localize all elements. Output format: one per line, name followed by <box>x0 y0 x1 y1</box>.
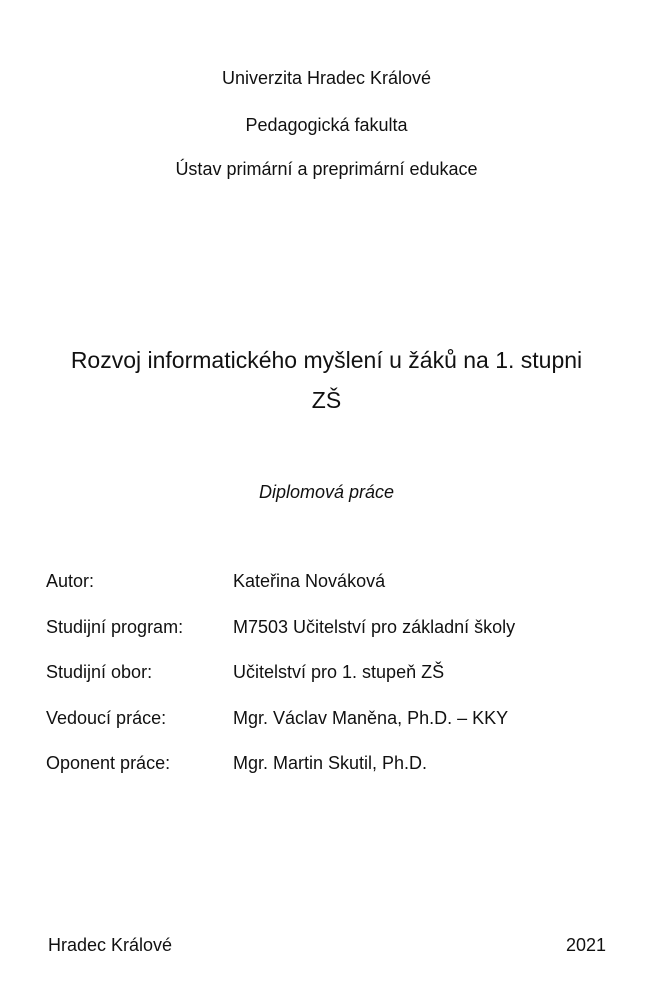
supervisor-label: Vedoucí práce: <box>46 707 167 728</box>
author-value: Kateřina Nováková <box>233 571 386 591</box>
info-row-study-program <box>46 616 606 662</box>
department-name: Ústav primární a preprimární edukace <box>175 159 478 179</box>
university-name: Univerzita Hradec Králové <box>221 68 432 88</box>
footer-year: 2021 <box>565 935 606 955</box>
faculty-name: Pedagogická fakulta <box>245 115 408 135</box>
supervisor-value: Mgr. Václav Maněna, Ph.D. – KKY <box>233 707 509 728</box>
author-label: Autor: <box>46 571 95 591</box>
thesis-title <box>40 340 613 420</box>
study-program-label: Studijní program: <box>46 616 184 637</box>
opponent-label: Oponent práce: <box>46 753 171 773</box>
study-field-value: Učitelství pro 1. stupeň ZŠ <box>233 662 445 682</box>
info-row-supervisor <box>46 707 606 753</box>
opponent-value: Mgr. Martin Skutil, Ph.D. <box>233 753 428 773</box>
thesis-title-line-2: ZŠ <box>311 387 342 413</box>
info-row-opponent <box>46 752 606 798</box>
study-field-label: Studijní obor: <box>46 662 153 682</box>
thesis-type: Diplomová práce <box>258 482 395 502</box>
info-row-study-field <box>46 661 606 707</box>
footer-place: Hradec Králové <box>48 935 173 955</box>
info-row-author <box>46 570 606 616</box>
thesis-info-table <box>46 570 606 798</box>
study-program-value: M7503 Učitelství pro základní školy <box>233 616 516 637</box>
thesis-title-line-1: Rozvoj informatického myšlení u žáků na 1. stupni <box>70 347 583 373</box>
